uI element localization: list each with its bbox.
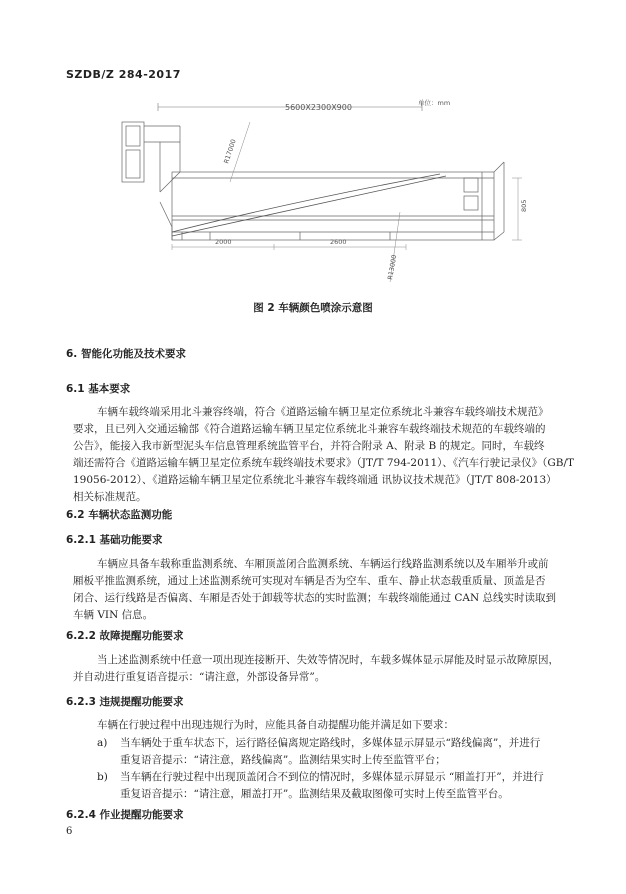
list-item: a) 当车辆处于重车状态下，运行路径偏离规定路线时，多媒体显示屏显示“路线偏离”，并进行 重复语音提示：“请注意，路线偏离”。监测结果实时上传至监管平台； [97,737,541,766]
section-6-2-1-heading: 6.2.1 基础功能要求 [66,534,163,546]
overall-dimensions-label: 5600X2300X900 [285,103,352,112]
section-6-2-heading: 6.2 车辆状态监测功能 [66,509,173,521]
figure-caption: 图 2 车辆颜色喷涂示意图 [253,302,373,314]
vehicle-front-structure [122,122,180,240]
dimension-right-label: 2600 [330,238,347,246]
vehicle-spray-diagram [100,92,540,292]
section-6-heading: 6. 智能化功能及技术要求 [66,348,186,360]
list-item: b) 当车辆在行驶过程中出现顶盖闭合不到位的情况时，多媒体显示屏显示 “厢盖打开”，并进行 重复语音提示：“请注意，厢盖打开”。监测结果及截取图像可实时上传至监管平台。 [97,771,544,800]
section-6-2-3-heading: 6.2.3 违规提醒功能要求 [66,696,184,708]
dimension-left-label: 2000 [215,238,232,246]
section-6-2-2-heading: 6.2.2 故障提醒功能要求 [66,630,184,642]
section-6-2-1-paragraph: 车辆应具备车载称重监测系统、车厢顶盖闭合监测系统、车辆运行线路监测系统以及车厢举升或前 厢板平推监测系统，通过上述监测系统可实现对车辆是否为空车、重车、静止状态载重质量、顶盖是否 闭合、运行线路是否偏离、车厢是否处于卸载等状态的实时监测；车载终端能通过 CAN 总线实时读取到 车辆 VIN 信息。 [73,558,556,621]
section-6-1-heading: 6.1 基本要求 [66,383,131,395]
spray-stripe-upper-arc [172,174,440,232]
page-number: 6 [66,826,73,837]
height-dimension-label: 805 [520,199,528,212]
radius-bottom-label: R13000 [386,254,399,281]
list-item-marker: b) [97,771,108,783]
radius-top-label: R17000 [222,138,238,165]
section-6-2-2-paragraph: 当上述监测系统中任意一项出现连接断开、失效等情况时，车载多媒体显示屏能及时显示故障原因， 并自动进行重复语音提示：“请注意，外部设备异常”。 [73,654,559,683]
section-6-1-paragraph: 车辆车载终端采用北斗兼容终端，符合《道路运输车辆卫星定位系统北斗兼容车载终端技术规范》 要求，且已列入交通运输部《符合道路运输车辆卫星定位系统北斗兼容车载终端技术规范的车载终端的 公告》，能接入我市新型泥头车信息管理系统监管平台，并符合附录 A、附录 B 的规定。同时，车载终 端还需符合《道路运输车辆卫星定位系统车载终端技术要求》（JT/T 794-2011）、《汽车行驶记录仪》（GB/T 19056-2012）、《道路运输车辆卫星定位系统北斗兼容车载终端通 讯协议技术规范》（JT/T 808-2013） 相关标准规范。 [73,406,575,503]
container-body [172,162,504,240]
spray-stripe-lower-arc [172,176,446,236]
section-6-2-4-heading: 6.2.4 作业提醒功能要求 [66,809,184,821]
list-item-marker: a) [97,737,108,749]
unit-label: 单位：mm [418,99,451,107]
standard-code: SZDB/Z 284-2017 [66,68,181,81]
section-6-2-3-intro: 车辆在行驶过程中出现违规行为时，应能具备自动提醒功能并满足如下要求： [97,719,454,731]
